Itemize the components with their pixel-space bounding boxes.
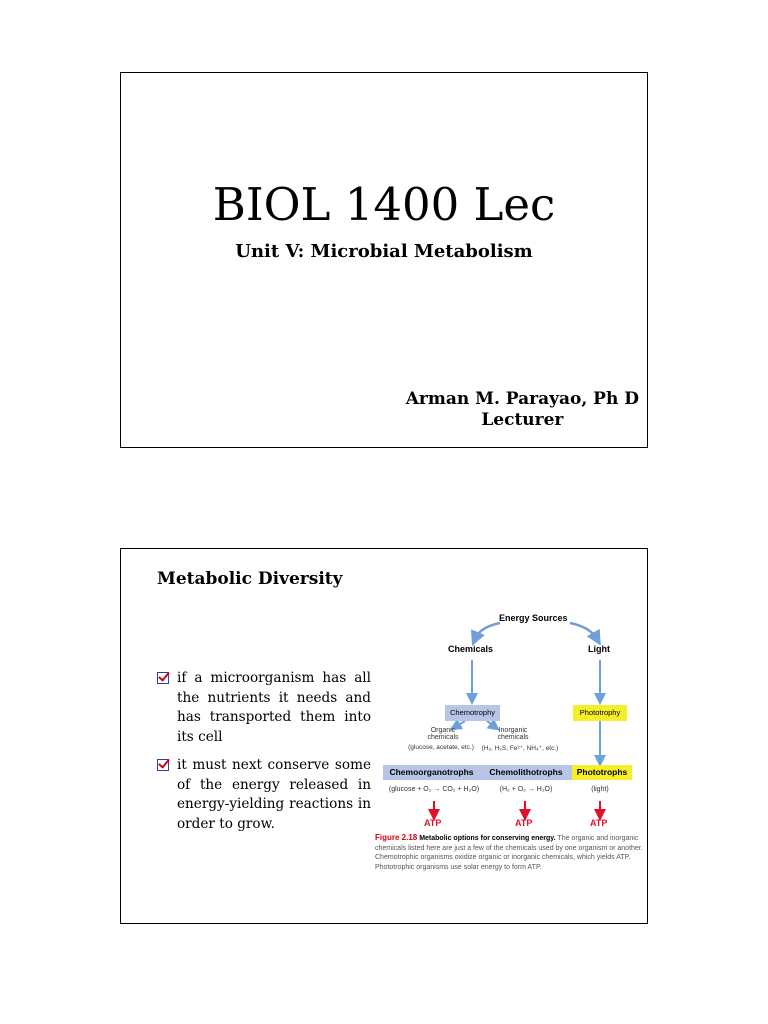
phototrophy-box: Phototrophy: [573, 705, 627, 721]
inorganic-chemicals-label: Inorganic chemicals: [497, 727, 529, 741]
energy-sources-label: Energy Sources: [499, 613, 568, 623]
inorganic-examples: (H₂, H₂S, Fe²⁺, NH₄⁺, etc.): [481, 745, 559, 752]
figure-caption-body: The organic and inorganic chemicals listed here are just a few of the chemicals used by one organism or another. Chemotrophic organisms oxidize organic or inorganic chemicals, which yields ATP. Phototrophic organisms use solar energy to form ATP.: [375, 835, 643, 871]
author-role: Lecturer: [481, 410, 564, 430]
checkbox-icon: [157, 759, 169, 771]
slide-title: BIOL 1400 Lec: [212, 178, 556, 231]
chemolithotrophs-label: Chemolithotrophs: [480, 765, 572, 780]
arrow-to-chemicals: [475, 623, 500, 639]
organism-category-band: [383, 765, 645, 780]
chemotrophy-box: Chemotrophy: [445, 705, 500, 721]
figure-caption-title: Metabolic options for conserving energy.: [419, 835, 556, 842]
organic-chemicals-label: Organic chemicals: [427, 727, 459, 741]
chemoorganotrophs-label: Chemoorganotrophs: [383, 765, 480, 780]
atp-label-2: ATP: [515, 818, 533, 828]
bullet-list: [157, 669, 371, 843]
atp-label-1: ATP: [424, 818, 442, 828]
checkbox-icon: [157, 672, 169, 684]
metabolic-options-figure: [375, 605, 645, 905]
bullet-item: [157, 669, 371, 747]
bullet-text: if a microorganism has all the nutrients it needs and has transported them into its cell: [177, 670, 371, 745]
atp-label-3: ATP: [590, 818, 608, 828]
figure-caption: [375, 833, 645, 872]
author-block: [406, 389, 639, 431]
bullet-item: [157, 756, 371, 834]
light-label: Light: [588, 644, 610, 654]
title-slide: [120, 72, 648, 448]
arrow-to-light: [570, 623, 597, 639]
chemoorganotroph-equation: (glucose + O₂ → CO₂ + H₂O): [388, 786, 480, 793]
chemicals-label: Chemicals: [448, 644, 494, 654]
figure-number: Figure 2.18: [375, 833, 418, 842]
bullet-text: it must next conserve some of the energy released in energy-yielding reactions in order to grow.: [177, 757, 371, 832]
slide-subtitle: Unit V: Microbial Metabolism: [235, 241, 533, 262]
chemolithotroph-equation: (H₂ + O₂ → H₂O): [499, 786, 553, 793]
author-name: Arman M. Parayao, Ph D: [405, 389, 639, 409]
content-slide: [120, 548, 648, 924]
organic-examples: (glucose, acetate, etc.): [408, 744, 474, 751]
phototroph-energy: (light): [591, 786, 609, 793]
phototrophs-label: Phototrophs: [572, 765, 632, 780]
slide-heading: Metabolic Diversity: [157, 569, 343, 589]
